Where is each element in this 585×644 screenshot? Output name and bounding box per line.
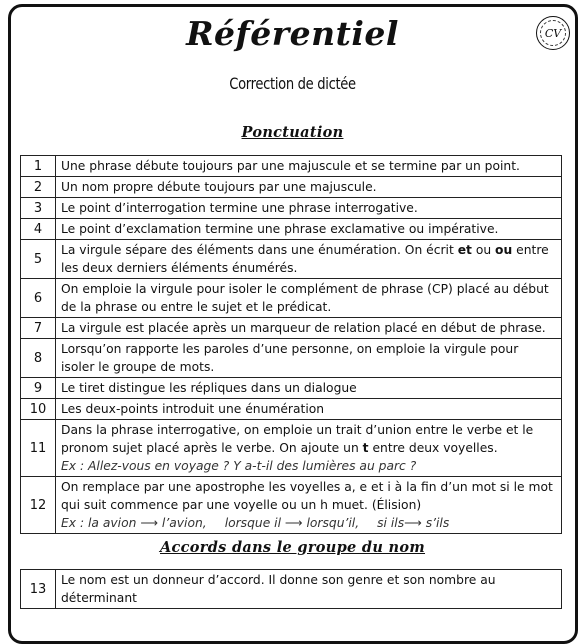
rule-row xyxy=(20,570,562,609)
rule-text: Une phrase débute toujours par une majuscule et se termine par un point. xyxy=(56,156,562,176)
rule-text: Les deux-points introduit une énumération xyxy=(56,399,562,419)
rule-number: 10 xyxy=(20,399,56,419)
rule-row xyxy=(20,279,562,318)
rule-number: 13 xyxy=(20,570,56,608)
arrow-icon: ⟶ xyxy=(140,516,158,530)
page-subtitle: Correction de dictée xyxy=(229,74,356,93)
rule-text: Le nom est un donneur d’accord. Il donne son genre et son nombre au déterminant xyxy=(56,570,562,608)
arrow-icon: ⟶ xyxy=(284,516,303,530)
rule-text: Un nom propre débute toujours par une majuscule. xyxy=(56,177,562,197)
rule-example: Ex : Allez-vous en voyage ? Y a-t-il des lumières au parc ? xyxy=(61,459,417,473)
page-title: Référentiel xyxy=(186,14,399,53)
rule-number: 4 xyxy=(20,219,56,239)
rule-example: Ex : la avion ⟶ l’avion, lorsque il ⟶ lorsqu’il, si ils⟶ s’ils xyxy=(61,516,450,530)
rule-text: Lorsqu’on rapporte les paroles d’une personne, on emploie la virgule pour isoler le groupe de mots. xyxy=(56,339,562,377)
rule-text: Le tiret distingue les répliques dans un dialogue xyxy=(56,378,562,398)
section-title-ponctuation: Ponctuation xyxy=(241,124,344,141)
rules-table xyxy=(20,155,562,534)
arrow-icon: ⟶ xyxy=(404,516,422,530)
rule-number: 8 xyxy=(20,339,56,377)
rule-row xyxy=(20,378,562,399)
rule-text: On emploie la virgule pour isoler le complément de phrase (CP) placé au début de la phrase ou entre le sujet et le prédicat. xyxy=(56,279,562,317)
cv-logo xyxy=(536,16,570,50)
rule-row xyxy=(20,420,562,477)
rule-row xyxy=(20,156,562,177)
rule-row xyxy=(20,318,562,339)
section-title-accords: Accords dans le groupe du nom xyxy=(159,539,426,556)
rule-row xyxy=(20,198,562,219)
rule-text: Le point d’exclamation termine une phrase exclamative ou impérative. xyxy=(56,219,562,239)
rules-table-accords xyxy=(20,569,562,609)
rule-row xyxy=(20,219,562,240)
rule-text: La virgule sépare des éléments dans une énumération. On écrit et ou ou entre les deux derniers éléments énumérés. xyxy=(56,240,562,278)
rule-number: 3 xyxy=(20,198,56,218)
rule-row xyxy=(20,177,562,198)
logo-text: CV xyxy=(544,26,562,40)
rule-number: 1 xyxy=(20,156,56,176)
rule-row xyxy=(20,399,562,420)
rule-number: 11 xyxy=(20,420,56,476)
rule-text: La virgule est placée après un marqueur de relation placé en début de phrase. xyxy=(56,318,562,338)
rule-text: On remplace par une apostrophe les voyelles a, e et i à la fin d’un mot si le mot qui suit commence par une voyelle ou un h muet. (Élision) Ex : la avion ⟶ l’avion, lorsque il ⟶ lorsqu’il, si ils⟶ s’ils xyxy=(56,477,562,533)
rule-text: Le point d’interrogation termine une phrase interrogative. xyxy=(56,198,562,218)
rule-number: 5 xyxy=(20,240,56,278)
rule-number: 12 xyxy=(20,477,56,533)
rule-number: 7 xyxy=(20,318,56,338)
rule-row xyxy=(20,339,562,378)
rule-text: Dans la phrase interrogative, on emploie un trait d’union entre le verbe et le pronom sujet placé après le verbe. On ajoute un t entre deux voyelles. Ex : Allez-vous en voyage ? Y a-t-il des lumières au parc ? xyxy=(56,420,562,476)
rule-number: 2 xyxy=(20,177,56,197)
rule-number: 9 xyxy=(20,378,56,398)
rule-row xyxy=(20,240,562,279)
rule-number: 6 xyxy=(20,279,56,317)
rule-row xyxy=(20,477,562,534)
